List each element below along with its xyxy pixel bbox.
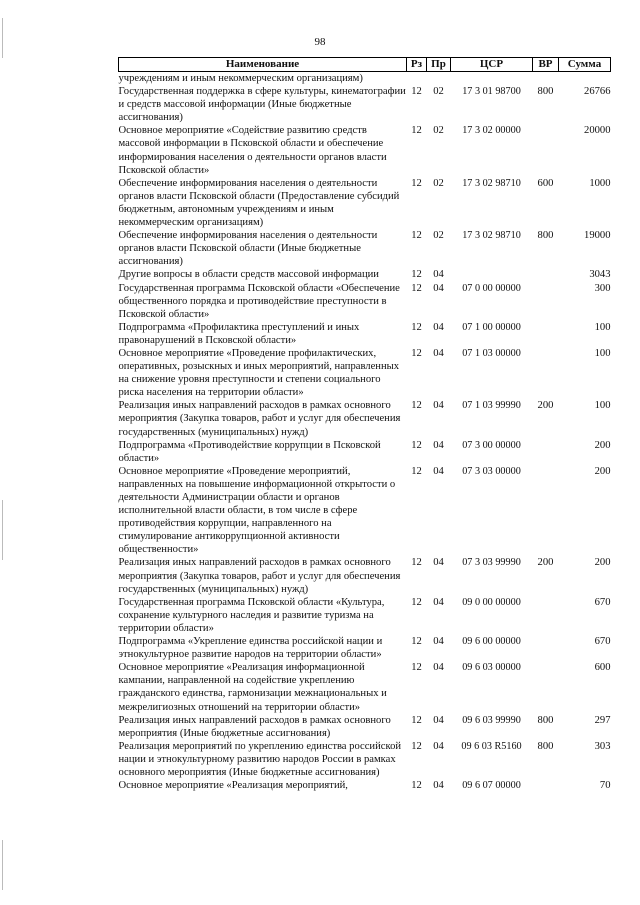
row-pr: 04 xyxy=(433,714,444,726)
row-vr: 600 xyxy=(537,177,554,189)
table-row xyxy=(119,556,611,595)
row-vr xyxy=(533,465,559,557)
row-sum: 300 xyxy=(594,282,611,294)
row-sum: 670 xyxy=(594,636,611,648)
row-name: Подпрограмма «Профилактика преступлений и иных правонарушений в Псковской области» xyxy=(118,321,360,346)
row-pr: 02 xyxy=(433,125,444,137)
row-vr: 800 xyxy=(537,230,554,242)
row-pr: 02 xyxy=(433,230,444,242)
row-rz: 12 xyxy=(411,282,422,294)
row-pr: 04 xyxy=(433,269,444,281)
table-row xyxy=(119,399,611,438)
row-sum: 297 xyxy=(594,714,611,726)
table-row xyxy=(119,465,611,557)
row-name: Обеспечение информирования населения о деятельности органов власти Псковской области (Иные бюджетные ассигнования) xyxy=(118,230,378,268)
row-csr: 07 1 03 99990 xyxy=(462,400,521,412)
row-rz: 12 xyxy=(411,636,422,648)
row-name: Подпрограмма «Противодействие коррупции в Псковской области» xyxy=(118,439,381,464)
row-csr: 17 3 02 98710 xyxy=(462,230,521,242)
row-sum: 26766 xyxy=(584,86,611,98)
row-pr: 04 xyxy=(433,321,444,333)
row-csr: 09 6 00 00000 xyxy=(462,636,521,648)
row-rz: 12 xyxy=(411,86,422,98)
row-sum: 3043 xyxy=(589,269,611,281)
row-pr xyxy=(427,72,451,86)
row-csr: 07 3 03 00000 xyxy=(462,465,521,477)
row-pr: 04 xyxy=(433,596,444,608)
row-rz: 12 xyxy=(411,662,422,674)
row-csr: 07 1 00 00000 xyxy=(462,321,521,333)
row-vr xyxy=(533,661,559,713)
row-name: Реализация иных направлений расходов в рамках основного мероприятия (Закупка товаров, работ и услуг для обеспечения государственных (муниципальных) нужд) xyxy=(118,557,401,595)
row-rz: 12 xyxy=(411,125,422,137)
row-sum: 100 xyxy=(594,347,611,359)
row-vr xyxy=(533,779,559,792)
table-row xyxy=(119,321,611,347)
row-rz: 12 xyxy=(411,439,422,451)
header-rz: Рз xyxy=(407,58,427,72)
row-vr: 800 xyxy=(537,86,554,98)
row-csr: 09 6 07 00000 xyxy=(462,780,521,792)
row-csr: 07 0 00 00000 xyxy=(462,282,521,294)
table-row xyxy=(119,282,611,321)
row-pr: 04 xyxy=(433,557,444,569)
row-vr xyxy=(533,596,559,635)
row-rz: 12 xyxy=(411,347,422,359)
row-sum: 200 xyxy=(594,439,611,451)
row-sum: 200 xyxy=(594,465,611,477)
row-pr: 04 xyxy=(433,282,444,294)
row-name: Основное мероприятие «Реализация мероприятий, xyxy=(118,780,348,792)
row-rz: 12 xyxy=(411,177,422,189)
scan-edge-mark xyxy=(2,840,3,890)
table-row xyxy=(119,268,611,281)
row-rz: 12 xyxy=(411,465,422,477)
row-vr xyxy=(533,124,559,176)
budget-table xyxy=(118,57,611,792)
row-vr xyxy=(533,282,559,321)
table-row xyxy=(119,740,611,779)
page-number: 98 xyxy=(314,36,326,48)
table-row xyxy=(119,72,611,86)
row-pr: 02 xyxy=(433,86,444,98)
row-csr xyxy=(451,268,533,281)
row-sum: 100 xyxy=(594,400,611,412)
row-name: Основное мероприятие «Проведение профилактических, оперативных, розыскных и иных мероприятий, направленных на снижение уровня преступности и степени социального риска населения на территории области» xyxy=(118,347,400,399)
row-sum: 670 xyxy=(594,596,611,608)
table-row xyxy=(119,596,611,635)
row-name: Государственная программа Псковской области «Культура, сохранение культурного наследия и развитие туризма на территории области» xyxy=(118,596,385,634)
row-pr: 04 xyxy=(433,780,444,792)
row-vr: 200 xyxy=(537,400,554,412)
header-sum: Сумма xyxy=(559,58,611,72)
header-pr: Пр xyxy=(427,58,451,72)
table-row xyxy=(119,635,611,661)
table-row xyxy=(119,85,611,124)
row-name: учреждениям и иным некоммерческим организациям) xyxy=(118,73,363,84)
row-rz: 12 xyxy=(411,269,422,281)
row-sum xyxy=(559,72,611,86)
row-csr: 09 6 03 00000 xyxy=(462,662,521,674)
row-sum: 20000 xyxy=(584,125,611,137)
row-name: Государственная поддержка в сфере культуры, кинематографии и средств массовой информации (Иные бюджетные ассигнования) xyxy=(118,86,406,124)
table-row xyxy=(119,124,611,176)
row-name: Основное мероприятие «Проведение мероприятий, направленных на повышение информационной открытости о деятельности Администрации области и органов исполнительной власти области, в том числе в сфере противодействия коррупции, направленного на стимулирование антикоррупционной активности общественности» xyxy=(118,465,396,556)
table-row xyxy=(119,714,611,740)
row-sum: 100 xyxy=(594,321,611,333)
row-pr: 04 xyxy=(433,636,444,648)
row-rz: 12 xyxy=(411,714,422,726)
row-csr: 09 0 00 00000 xyxy=(462,596,521,608)
row-rz: 12 xyxy=(411,740,422,752)
row-pr: 04 xyxy=(433,740,444,752)
table-row xyxy=(119,439,611,465)
table-row xyxy=(119,661,611,713)
row-csr: 07 3 03 99990 xyxy=(462,557,521,569)
row-rz: 12 xyxy=(411,780,422,792)
table-row xyxy=(119,779,611,792)
row-sum: 70 xyxy=(599,780,611,792)
row-csr: 17 3 02 00000 xyxy=(462,125,521,137)
row-rz: 12 xyxy=(411,400,422,412)
row-rz: 12 xyxy=(411,557,422,569)
row-pr: 02 xyxy=(433,177,444,189)
row-pr: 04 xyxy=(433,400,444,412)
row-name: Реализация иных направлений расходов в рамках основного мероприятия (Иные бюджетные ассигнования) xyxy=(118,714,391,739)
row-pr: 04 xyxy=(433,662,444,674)
table-header-row xyxy=(119,58,611,72)
row-vr xyxy=(533,321,559,347)
row-pr: 04 xyxy=(433,347,444,359)
row-csr: 17 3 02 98710 xyxy=(462,177,521,189)
row-pr: 04 xyxy=(433,465,444,477)
table-row xyxy=(119,177,611,229)
table-row xyxy=(119,347,611,399)
row-vr: 800 xyxy=(537,714,554,726)
row-vr xyxy=(533,268,559,281)
header-csr: ЦСР xyxy=(451,58,533,72)
row-csr: 17 3 01 98700 xyxy=(462,86,521,98)
row-sum: 200 xyxy=(594,557,611,569)
row-vr xyxy=(533,635,559,661)
row-name: Основное мероприятие «Содействие развитию средств массовой информации в Псковской области и обеспечение информирования населения о деятельности органов власти Псковской области» xyxy=(118,125,387,176)
row-csr: 09 6 03 99990 xyxy=(462,714,521,726)
row-name: Обеспечение информирования населения о деятельности органов власти Псковской области (Предоставление субсидий бюджетным, автономным учреждениям и иным некоммерческим организациям) xyxy=(118,177,400,229)
row-name: Подпрограмма «Укрепление единства российской нации и этнокультурное развитие народов на территории области» xyxy=(118,636,383,661)
row-vr xyxy=(533,72,559,86)
row-vr: 800 xyxy=(537,740,554,752)
row-csr: 07 3 00 00000 xyxy=(462,439,521,451)
row-name: Реализация иных направлений расходов в рамках основного мероприятия (Закупка товаров, работ и услуг для обеспечения государственных (муниципальных) нужд) xyxy=(118,400,401,438)
row-sum: 600 xyxy=(594,662,611,674)
row-sum: 19000 xyxy=(584,230,611,242)
row-name: Реализация мероприятий по укреплению единства российской нации и этнокультурному развитию народов России в рамках основного мероприятия (Иные бюджетные ассигнования) xyxy=(118,740,402,778)
scan-edge-mark xyxy=(2,500,3,560)
row-rz xyxy=(407,72,427,86)
header-name: Наименование xyxy=(119,58,407,72)
row-csr xyxy=(451,72,533,86)
row-sum: 1000 xyxy=(589,177,611,189)
row-rz: 12 xyxy=(411,230,422,242)
row-csr: 07 1 03 00000 xyxy=(462,347,521,359)
row-name: Другие вопросы в области средств массовой информации xyxy=(118,269,379,281)
header-vr: ВР xyxy=(533,58,559,72)
row-vr xyxy=(533,347,559,399)
row-vr xyxy=(533,439,559,465)
row-name: Основное мероприятие «Реализация информационной кампании, направленной на содействие укреплению гражданского единства, гармонизации межнациональных и межрелигиозных отношений на территории области» xyxy=(118,662,387,713)
row-pr: 04 xyxy=(433,439,444,451)
row-sum: 303 xyxy=(594,740,611,752)
row-name: Государственная программа Псковской области «Обеспечение общественного порядка и противодействие преступности в Псковской области» xyxy=(118,282,400,320)
row-rz: 12 xyxy=(411,596,422,608)
row-vr: 200 xyxy=(537,557,554,569)
row-rz: 12 xyxy=(411,321,422,333)
table-row xyxy=(119,229,611,268)
row-csr: 09 6 03 R5160 xyxy=(461,740,522,752)
